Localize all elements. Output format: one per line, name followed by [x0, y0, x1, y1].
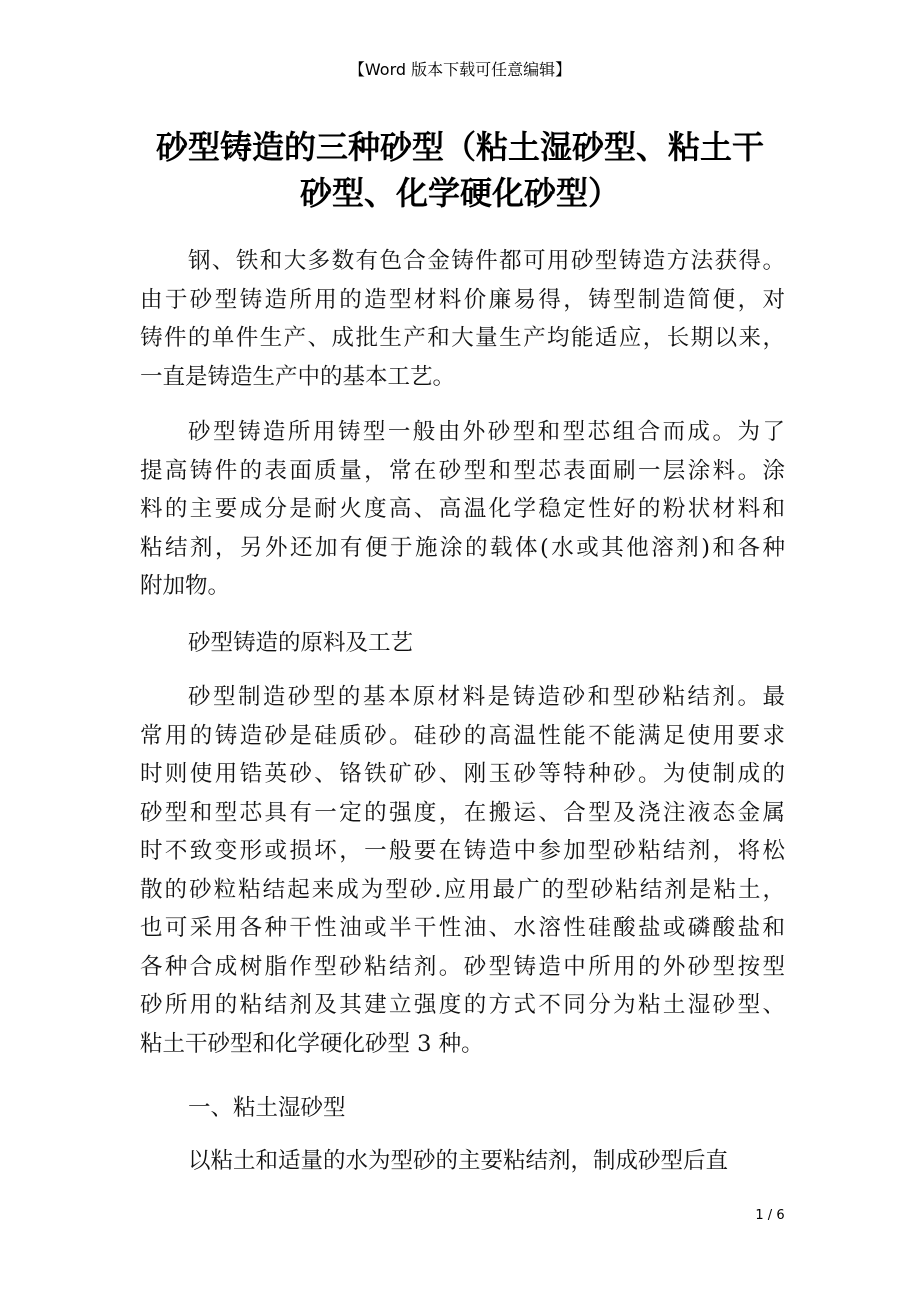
paragraph-clay-wet-sand — [140, 1143, 785, 1182]
paragraph-line: 由于砂型铸造所用的造型材料价廉易得，铸型制造简便，对 — [140, 286, 785, 313]
download-banner: 【Word 版本下载可任意编辑】 — [348, 60, 572, 79]
paragraph-line: 散的砂粒粘结起来成为型砂.应用最广的型砂粘结剂是粘土， — [140, 876, 785, 903]
page-indicator: 1 / 6 — [755, 1208, 785, 1223]
paragraph-line: 砂型和型芯具有一定的强度，在搬运、合型及浇注液态金属 — [140, 799, 785, 826]
section-heading-materials — [140, 625, 785, 664]
title-line-2: 砂型、化学硬化砂型） — [299, 174, 620, 212]
section-heading-clay-wet-sand — [140, 1090, 785, 1129]
paragraph-line: 粘土干砂型和化学硬化砂型 3 种。 — [140, 1030, 484, 1057]
paragraph-line: 提高铸件的表面质量，常在砂型和型芯表面刷一层涂料。涂 — [140, 457, 785, 484]
paragraph-line: 料的主要成分是耐火度高、高温化学稳定性好的粉状材料和 — [140, 496, 785, 522]
paragraph-line: 砂型制造砂型的基本原材料是铸造砂和型砂粘结剂。最 — [188, 684, 785, 710]
paragraph-line: 附加物。 — [140, 573, 231, 599]
paragraph-line: 钢、铁和大多数有色合金铸件都可用砂型铸造方法获得。 — [188, 248, 785, 274]
paragraph-line: 以粘土和适量的水为型砂的主要粘结剂，制成砂型后直 — [188, 1148, 729, 1174]
section-heading-text: 一、粘土湿砂型 — [188, 1095, 346, 1121]
paragraph-line: 砂所用的粘结剂及其建立强度的方式不同分为粘土湿砂型、 — [140, 992, 785, 1018]
paragraph-line: 常用的铸造砂是硅质砂。硅砂的高温性能不能满足使用要求 — [140, 722, 785, 749]
paragraph-line: 一直是铸造生产中的基本工艺。 — [140, 363, 456, 390]
paragraph-line: 粘结剂，另外还加有便于施涂的载体(水或其他溶剂)和各种 — [140, 534, 785, 561]
paragraph-line: 时不致变形或损坏，一般要在铸造中参加型砂粘结剂，将松 — [140, 838, 785, 864]
paragraph-line: 各种合成树脂作型砂粘结剂。砂型铸造中所用的外砂型按型 — [140, 953, 785, 980]
paragraph-line: 时则使用锆英砂、铬铁矿砂、刚玉砂等特种砂。为使制成的 — [140, 761, 785, 787]
document-title — [120, 124, 800, 216]
paragraph-mold-composition — [140, 414, 785, 607]
title-line-1: 砂型铸造的三种砂型（粘土湿砂型、粘土干 — [155, 128, 764, 166]
paragraph-intro — [140, 243, 785, 397]
paragraph-raw-materials — [140, 679, 785, 1064]
paragraph-line: 砂型铸造所用铸型一般由外砂型和型芯组合而成。为了 — [188, 419, 785, 445]
paragraph-line: 也可采用各种干性油或半干性油、水溶性硅酸盐或磷酸盐和 — [140, 915, 785, 941]
paragraph-line: 铸件的单件生产、成批生产和大量生产均能适应，长期以来， — [140, 325, 785, 351]
section-heading-text: 砂型铸造的原料及工艺 — [188, 630, 414, 656]
